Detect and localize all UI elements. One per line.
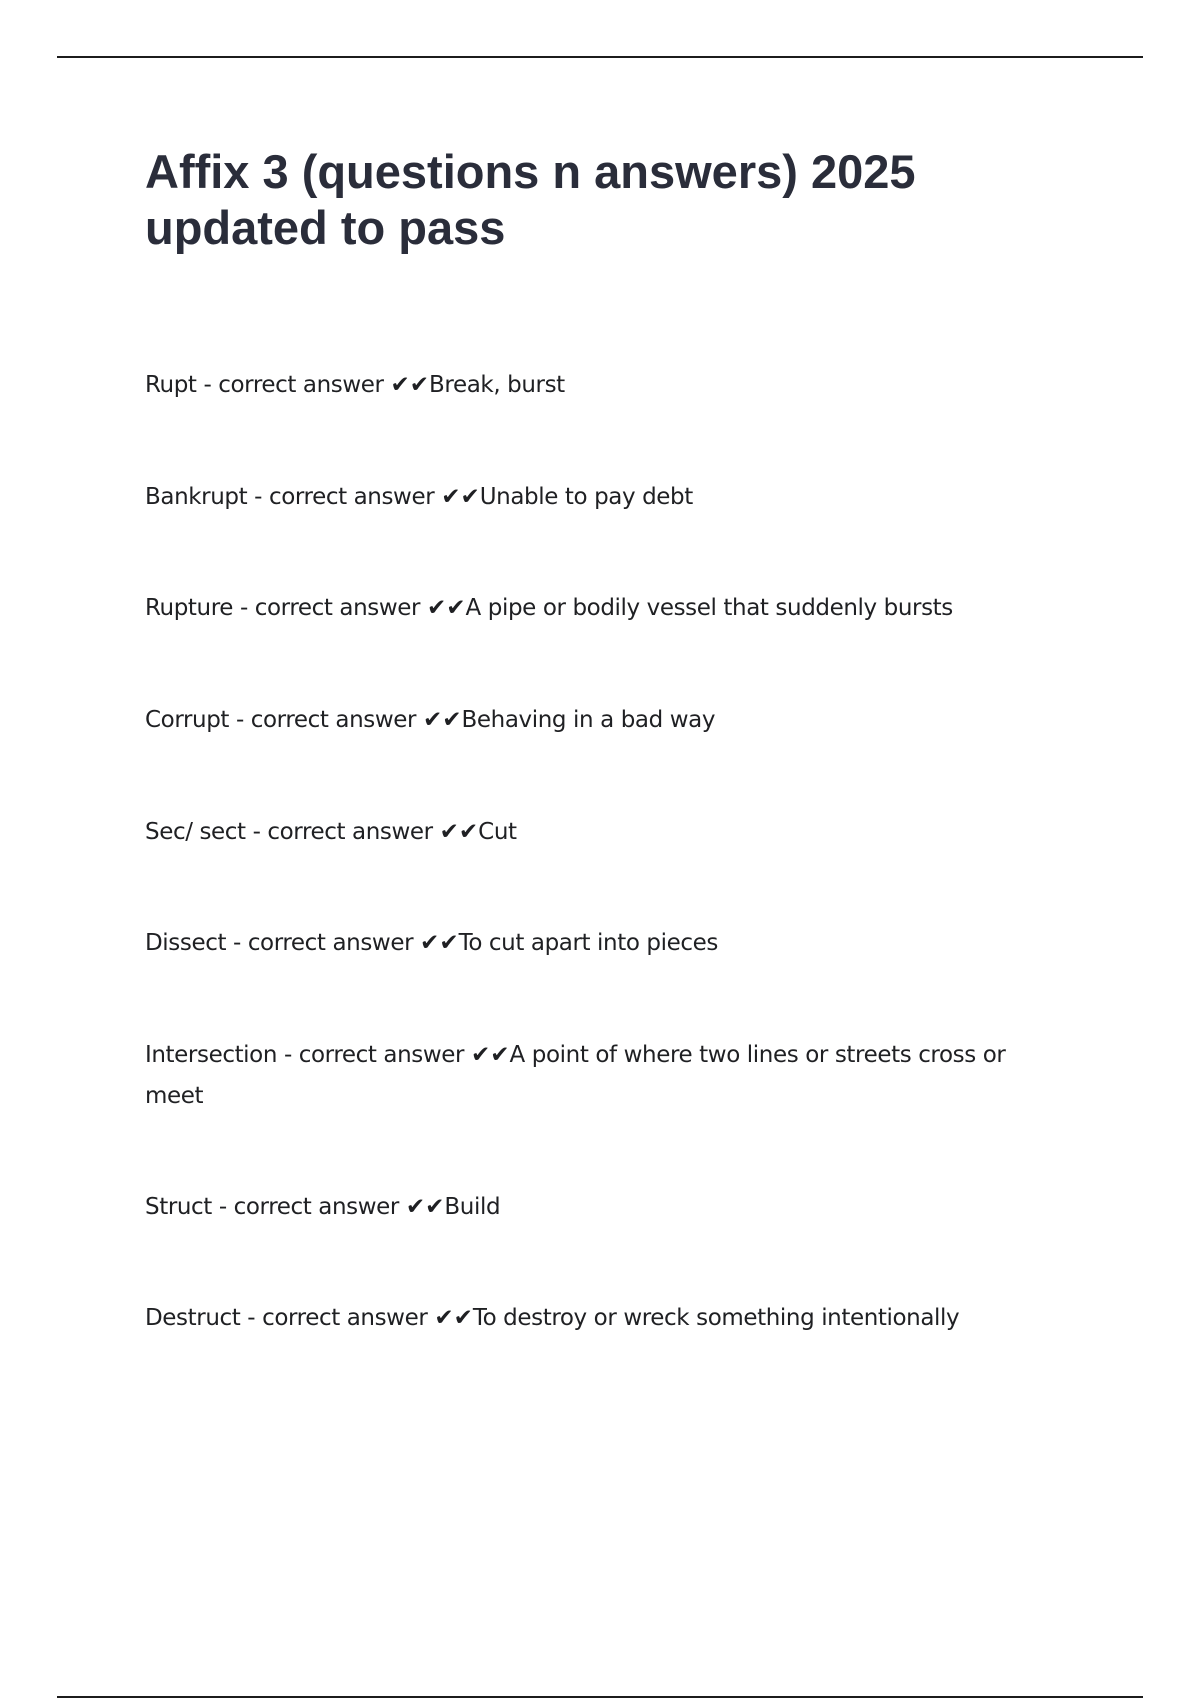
entry-separator: - correct answer [247, 484, 442, 510]
qa-entry [145, 588, 1065, 629]
entry-separator: - correct answer [245, 819, 440, 845]
entry-term: Rupture [145, 595, 234, 621]
entry-separator: - correct answer [196, 372, 391, 398]
qa-entry [145, 700, 1065, 741]
entry-term: Struct [145, 1194, 212, 1220]
entry-separator: - correct answer [229, 707, 423, 733]
entry-separator: - correct answer [277, 1042, 471, 1068]
document-title: Affix 3 (questions n answers) 2025 updated to pass [145, 145, 916, 254]
entry-term: Intersection [145, 1042, 278, 1068]
entry-term: Corrupt [145, 707, 230, 733]
qa-entry [145, 923, 1065, 964]
entry-answer: To cut apart into pieces [458, 930, 718, 956]
double-check-icon: ✔✔ [390, 372, 430, 398]
top-rule [57, 56, 1143, 58]
qa-entry [145, 1035, 1065, 1117]
entry-term: Rupt [145, 372, 197, 398]
entry-term: Bankrupt [145, 484, 248, 510]
entry-separator: - correct answer [211, 1194, 406, 1220]
entry-separator: - correct answer [233, 595, 427, 621]
qa-entry [145, 1187, 1065, 1228]
entry-term: Destruct [145, 1305, 241, 1331]
entry-answer: A pipe or bodily vessel that suddenly bursts [465, 595, 953, 621]
qa-entry [145, 365, 1065, 406]
entry-separator: - correct answer [240, 1305, 435, 1331]
entry-answer: Unable to pay debt [479, 484, 693, 510]
entry-answer: Build [444, 1194, 501, 1220]
double-check-icon: ✔✔ [439, 819, 479, 845]
qa-entry [145, 1298, 1065, 1339]
double-check-icon: ✔✔ [434, 1305, 473, 1331]
entry-term: Dissect [145, 930, 227, 956]
bottom-rule [57, 1696, 1143, 1698]
double-check-icon: ✔✔ [423, 707, 462, 733]
entry-answer: Behaving in a bad way [461, 707, 716, 733]
entry-answer: A point of where two lines or streets cross or meet [145, 1042, 1006, 1109]
qa-entry [145, 477, 1065, 518]
double-check-icon: ✔✔ [426, 595, 466, 621]
double-check-icon: ✔✔ [441, 484, 480, 510]
qa-entry [145, 812, 1065, 853]
double-check-icon: ✔✔ [405, 1194, 445, 1220]
entry-separator: - correct answer [226, 930, 421, 956]
entry-term: Sec/ sect [145, 819, 246, 845]
entry-answer: To destroy or wreck something intentionally [472, 1305, 960, 1331]
entry-answer: Cut [478, 819, 517, 845]
double-check-icon: ✔✔ [420, 930, 459, 956]
entry-answer: Break, burst [429, 372, 565, 398]
double-check-icon: ✔✔ [470, 1042, 510, 1068]
